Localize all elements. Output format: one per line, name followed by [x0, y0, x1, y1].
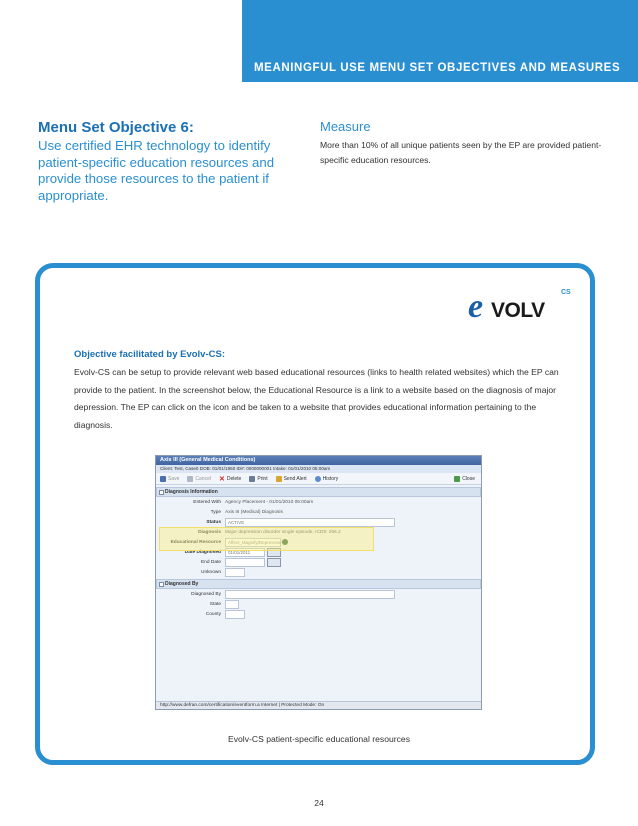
status-field[interactable]: ACTIVE — [225, 518, 395, 527]
status-row: Status ACTIVE — [156, 517, 481, 527]
unknown-row: Unknown — [156, 567, 481, 577]
type-row: Type Axis III (Medical) Diagnosis — [210, 509, 283, 515]
section-title: MEANINGFUL USE MENU SET OBJECTIVES AND MEASURES — [254, 62, 621, 74]
entered-with-row: Entered With Agency Placement - 01/01/2010 05:00am — [193, 499, 314, 505]
evolv-logo — [468, 285, 578, 321]
close-button[interactable]: Close — [454, 476, 475, 482]
save-icon — [160, 476, 166, 482]
date-diagnosed-field[interactable]: 01/01/2011 — [225, 548, 265, 557]
facilitated-title: Objective facilitated by Evolv-CS: — [74, 349, 225, 360]
diagnosis-value: Major depression disorder single episode, ICD9: 296.2 — [225, 529, 341, 535]
educational-resource-row: Educational Resource Affect_Magnify/Depressive — [156, 537, 481, 547]
measure-label: Measure — [320, 119, 371, 134]
end-date-field[interactable] — [225, 558, 265, 567]
logo-word: VOLV — [491, 299, 545, 321]
facilitated-text: Evolv-CS can be setup to provide relevant web based educational resources (links to health related websites) which the EP can provide to the patient. In the screenshot below, the Educational Resource is a link to a website based on the diagnosis of major depression. The EP can click on the icon and be taken to a website that provides educational information pertaining to the diagnosis. — [74, 367, 559, 430]
page-number: 24 — [314, 798, 324, 808]
calendar-icon[interactable] — [267, 558, 281, 567]
state-row: State — [156, 599, 481, 609]
end-date-row: End Date — [156, 557, 481, 567]
state-field[interactable] — [225, 600, 239, 609]
evolv-screenshot — [155, 455, 482, 710]
figure-caption: Evolv-CS patient-specific educational resources — [228, 734, 410, 744]
county-field[interactable] — [225, 610, 245, 619]
objective-text: Use certified EHR technology to identify patient-specific education resources and provide those resources to the patient if appropriate. — [38, 138, 275, 203]
logo-e: e — [468, 288, 484, 321]
print-button[interactable]: Print — [249, 476, 267, 482]
highlight-box — [159, 527, 374, 551]
diagnosed-by-section-header[interactable]: Diagnosed By — [156, 579, 481, 589]
educational-resource-link[interactable]: Affect_Magnify/Depressive — [225, 538, 281, 547]
print-icon — [249, 476, 255, 482]
cancel-button[interactable]: Cancel — [187, 476, 211, 482]
diagnosed-by-row: Diagnosed By — [156, 589, 481, 599]
cancel-icon — [187, 476, 193, 482]
history-icon — [315, 476, 321, 482]
delete-button[interactable]: ✕ Delete — [218, 475, 242, 483]
logo-superscript: CS — [561, 289, 571, 296]
delete-icon: ✕ — [218, 475, 225, 483]
unknown-field[interactable] — [225, 568, 245, 577]
browser-status-bar: http://www.defran.com/certification/eventform.a Internet | Protected Mode: On — [156, 701, 481, 709]
diagnosis-section-header[interactable]: Diagnosis Information — [156, 487, 481, 497]
send-alert-button[interactable]: Send Alert — [276, 476, 307, 482]
objective-heading: Menu Set Objective 6: — [38, 119, 194, 136]
close-icon — [454, 476, 460, 482]
date-diagnosed-row: Date Diagnosed 01/01/2011 — [156, 547, 481, 557]
alert-icon — [276, 476, 282, 482]
history-button[interactable]: History — [315, 476, 339, 482]
screenshot-window-title: Axis III (General Medical Conditions) — [156, 456, 481, 465]
measure-text: More than 10% of all unique patients seen by the EP are provided patient-specific education resources. — [320, 140, 602, 165]
diagnosed-by-field[interactable] — [225, 590, 395, 599]
diagnosis-fields — [156, 497, 481, 577]
screenshot-toolbar — [156, 473, 481, 485]
diagnosis-row: Diagnosis Major depression disorder single episode, ICD9: 296.2 — [198, 529, 341, 535]
screenshot-client-info: Client: Test, Case0 DOB: 01/01/1950 ID#: 0000000001 Intake: 01/01/2010 05:00am — [156, 465, 481, 473]
save-button[interactable]: Save — [160, 476, 179, 482]
county-row: County — [156, 609, 481, 619]
